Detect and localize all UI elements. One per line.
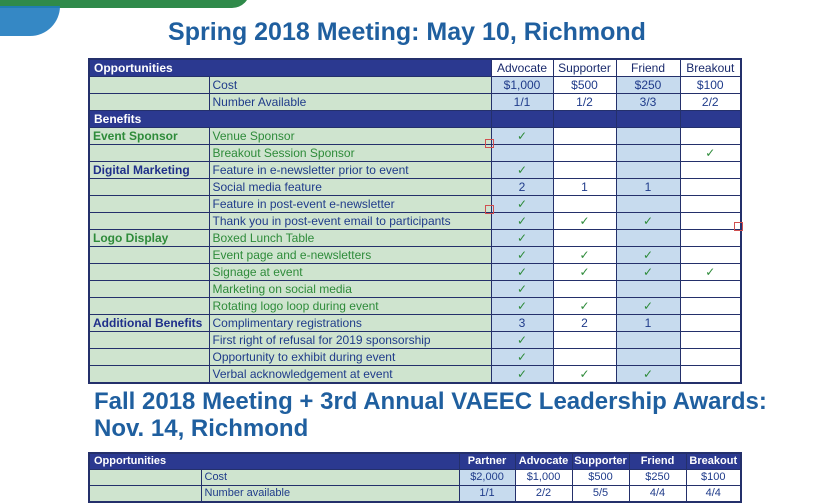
checkmark-icon: ✓ — [680, 145, 741, 162]
benefit-row — [89, 349, 741, 366]
checkmark-icon: ✓ — [553, 247, 616, 264]
benefit-label: Social media feature — [209, 179, 491, 196]
checkmark-icon: ✓ — [616, 213, 680, 230]
benefit-value-cell: 1 — [616, 315, 680, 332]
blank-cell — [89, 298, 209, 315]
benefit-row — [89, 315, 741, 332]
benefit-value-cell — [680, 281, 741, 298]
checkmark-icon: ✓ — [491, 196, 553, 213]
benefit-group-label: Additional Benefits — [89, 315, 209, 332]
edit-marker-icon — [485, 205, 494, 214]
benefit-value-cell — [680, 349, 741, 366]
benefit-label: Rotating logo loop during event — [209, 298, 491, 315]
available-label: Number available — [201, 486, 459, 503]
checkmark-icon: ✓ — [491, 281, 553, 298]
blank-cell — [89, 281, 209, 298]
fall-sponsorship-table — [88, 452, 742, 503]
benefit-value-cell — [491, 145, 553, 162]
checkmark-icon: ✓ — [491, 264, 553, 281]
checkmark-icon: ✓ — [491, 366, 553, 384]
benefit-row — [89, 213, 741, 230]
available-cell: 2/2 — [515, 486, 572, 503]
benefit-value-cell: 2 — [491, 179, 553, 196]
benefit-value-cell — [553, 128, 616, 145]
checkmark-icon: ✓ — [616, 366, 680, 384]
benefit-label: Opportunity to exhibit during event — [209, 349, 491, 366]
benefit-value-cell — [553, 281, 616, 298]
benefit-value-cell — [680, 162, 741, 179]
benefit-row — [89, 196, 741, 213]
benefit-value-cell: 1 — [616, 179, 680, 196]
benefit-row — [89, 179, 741, 196]
tier-header: Friend — [616, 59, 680, 77]
benefit-group-label: Logo Display — [89, 230, 209, 247]
available-cell: 3/3 — [616, 94, 680, 111]
benefit-value-cell — [680, 213, 741, 230]
checkmark-icon: ✓ — [491, 230, 553, 247]
checkmark-icon: ✓ — [553, 264, 616, 281]
checkmark-icon: ✓ — [491, 162, 553, 179]
checkmark-icon: ✓ — [553, 298, 616, 315]
blank-cell — [89, 145, 209, 162]
benefit-value-cell — [680, 298, 741, 315]
benefits-header-fill — [680, 111, 741, 128]
checkmark-icon: ✓ — [616, 264, 680, 281]
benefit-value-cell — [616, 332, 680, 349]
checkmark-icon: ✓ — [616, 298, 680, 315]
cost-cell: $250 — [629, 470, 686, 486]
tier-header: Advocate — [491, 59, 553, 77]
checkmark-icon: ✓ — [491, 298, 553, 315]
benefit-value-cell — [680, 315, 741, 332]
available-cell: 1/1 — [459, 486, 515, 503]
tier-header: Breakout — [680, 59, 741, 77]
benefit-label: Marketing on social media — [209, 281, 491, 298]
benefit-label: Thank you in post-event email to participants — [209, 213, 491, 230]
checkmark-icon: ✓ — [616, 247, 680, 264]
benefits-header-fill — [553, 111, 616, 128]
benefit-value-cell — [616, 196, 680, 213]
checkmark-icon: ✓ — [491, 349, 553, 366]
available-label: Number Available — [209, 94, 491, 111]
benefit-row — [89, 247, 741, 264]
benefit-value-cell — [553, 145, 616, 162]
checkmark-icon: ✓ — [553, 366, 616, 384]
available-cell: 1/2 — [553, 94, 616, 111]
cost-cell: $250 — [616, 77, 680, 94]
available-cell: 4/4 — [686, 486, 741, 503]
checkmark-icon: ✓ — [553, 213, 616, 230]
benefit-row — [89, 298, 741, 315]
cost-cell: $100 — [680, 77, 741, 94]
tier-header: Friend — [629, 453, 686, 470]
benefit-label: Event page and e-newsletters — [209, 247, 491, 264]
benefit-label: Verbal acknowledgement at event — [209, 366, 491, 384]
cost-label: Cost — [201, 470, 459, 486]
opportunities-header: Opportunities — [89, 59, 491, 77]
tier-header: Breakout — [686, 453, 741, 470]
blank-cell — [89, 94, 209, 111]
tier-header: Supporter — [553, 59, 616, 77]
blank-cell — [89, 470, 201, 486]
benefit-group-label: Digital Marketing — [89, 162, 209, 179]
benefit-value-cell — [553, 349, 616, 366]
checkmark-icon: ✓ — [680, 264, 741, 281]
benefit-row — [89, 281, 741, 298]
benefit-label: Feature in post-event e-newsletter — [209, 196, 491, 213]
benefit-value-cell — [553, 230, 616, 247]
benefit-value-cell — [680, 128, 741, 145]
benefit-row — [89, 332, 741, 349]
spring-meeting-title: Spring 2018 Meeting: May 10, Richmond — [168, 18, 646, 46]
benefits-header-fill — [616, 111, 680, 128]
benefit-value-cell: 1 — [553, 179, 616, 196]
available-cell: 4/4 — [629, 486, 686, 503]
tier-header: Supporter — [572, 453, 629, 470]
tier-header: Partner — [459, 453, 515, 470]
spring-sponsorship-table — [88, 58, 742, 384]
benefit-value-cell — [553, 162, 616, 179]
blank-cell — [89, 213, 209, 230]
cost-cell: $500 — [553, 77, 616, 94]
blank-cell — [89, 349, 209, 366]
fall-meeting-title: Fall 2018 Meeting + 3rd Annual VAEEC Leadership Awards: Nov. 14, Richmond — [94, 388, 767, 442]
benefit-value-cell — [553, 332, 616, 349]
benefit-row — [89, 145, 741, 162]
benefit-value-cell — [680, 247, 741, 264]
cost-cell: $1,000 — [491, 77, 553, 94]
benefit-row — [89, 366, 741, 384]
benefit-row — [89, 264, 741, 281]
cost-cell: $100 — [686, 470, 741, 486]
checkmark-icon: ✓ — [491, 247, 553, 264]
blank-cell — [89, 366, 209, 384]
checkmark-icon: ✓ — [491, 332, 553, 349]
benefit-value-cell — [680, 230, 741, 247]
benefit-value-cell — [553, 196, 616, 213]
benefit-row — [89, 230, 741, 247]
benefit-value-cell — [680, 332, 741, 349]
benefit-value-cell — [680, 196, 741, 213]
available-cell: 2/2 — [680, 94, 741, 111]
checkmark-icon: ✓ — [491, 128, 553, 145]
cost-cell: $2,000 — [459, 470, 515, 486]
blank-cell — [89, 264, 209, 281]
benefit-value-cell: 3 — [491, 315, 553, 332]
benefits-header-fill — [491, 111, 553, 128]
blank-cell — [89, 332, 209, 349]
benefit-value-cell — [616, 281, 680, 298]
benefit-value-cell — [616, 162, 680, 179]
opportunities-header: Opportunities — [89, 453, 459, 470]
blank-cell — [89, 179, 209, 196]
benefit-label: Boxed Lunch Table — [209, 230, 491, 247]
benefit-label: Feature in e-newsletter prior to event — [209, 162, 491, 179]
edit-marker-icon — [734, 222, 743, 231]
blank-cell — [89, 77, 209, 94]
cost-cell: $500 — [572, 470, 629, 486]
benefit-row — [89, 128, 741, 145]
benefit-value-cell — [616, 145, 680, 162]
blank-cell — [89, 196, 209, 213]
benefit-value-cell: 2 — [553, 315, 616, 332]
tier-header: Advocate — [515, 453, 572, 470]
benefit-value-cell — [680, 179, 741, 196]
checkmark-icon: ✓ — [491, 213, 553, 230]
benefit-value-cell — [616, 128, 680, 145]
cost-label: Cost — [209, 77, 491, 94]
benefit-label: Venue Sponsor — [209, 128, 491, 145]
available-cell: 5/5 — [572, 486, 629, 503]
benefit-label: Signage at event — [209, 264, 491, 281]
benefit-label: Breakout Session Sponsor — [209, 145, 491, 162]
benefit-label: First right of refusal for 2019 sponsorship — [209, 332, 491, 349]
benefits-header: Benefits — [89, 111, 491, 128]
cost-cell: $1,000 — [515, 470, 572, 486]
blank-cell — [89, 247, 209, 264]
edit-marker-icon — [485, 139, 494, 148]
available-cell: 1/1 — [491, 94, 553, 111]
benefit-value-cell — [616, 349, 680, 366]
benefit-value-cell — [680, 366, 741, 384]
benefit-label: Complimentary registrations — [209, 315, 491, 332]
benefit-group-label: Event Sponsor — [89, 128, 209, 145]
benefit-row — [89, 162, 741, 179]
benefit-value-cell — [616, 230, 680, 247]
